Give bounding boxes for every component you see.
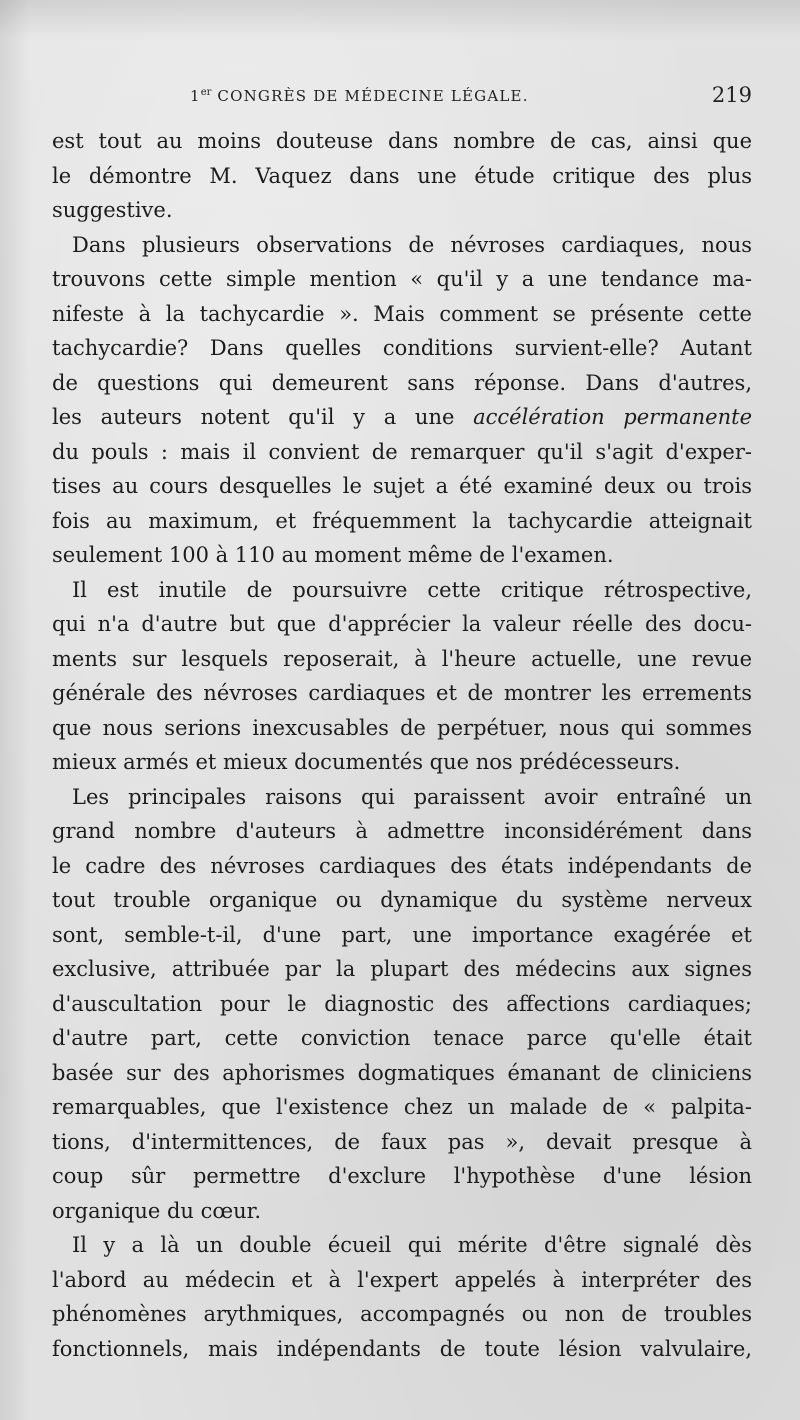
text-line: d'auscultation pour le diagnostic des affections cardiaques; [52, 991, 752, 1016]
text-line: coup sûr permettre d'exclure l'hypothèse d'une lésion [52, 1164, 752, 1188]
italic-phrase: accélération permanente [473, 405, 752, 429]
text-line: Il est inutile de poursuivre cette critique rétrospective, [72, 577, 752, 602]
text-line: remarquables, que l'existence chez un malade de « palpita- [52, 1095, 752, 1119]
text-line: tachycardie? Dans quelles conditions survient-elle? Autant [52, 336, 752, 360]
text-line: trouvons cette simple mention « qu'il y a une tendance ma- [52, 267, 752, 291]
text-segment: les auteurs notent qu'il y a une [52, 405, 455, 429]
text-line: qui n'a d'autre but que d'apprécier la valeur réelle des docu- [52, 612, 752, 636]
text-line: basée sur des aphorismes dogmatiques émanant de cliniciens [52, 1060, 752, 1085]
text-line: que nous serions inexcusables de perpétuer, nous qui sommes [52, 715, 752, 740]
text-line: seulement 100 à 110 au moment même de l'examen. [52, 543, 614, 567]
text-line: grand nombre d'auteurs à admettre inconsidérément dans [52, 819, 752, 843]
text-line: l'abord au médecin et à l'expert appelés à interpréter des [52, 1267, 752, 1292]
text-line: ments sur lesquels reposerait, à l'heure actuelle, une revue [52, 646, 752, 671]
page-header [190, 83, 752, 113]
text-line: est tout au moins douteuse dans nombre de cas, ainsi que [52, 129, 752, 153]
page-shadow-left [0, 0, 30, 1420]
text-line: nifeste à la tachycardie ». Mais comment se présente cette [52, 301, 752, 326]
text-line: Il y a là un double écueil qui mérite d'être signalé dès [72, 1233, 752, 1257]
text-line: Dans plusieurs observations de névroses cardiaques, nous [72, 232, 752, 257]
text-line: sont, semble-t-il, d'une part, une importance exagérée et [52, 922, 752, 947]
text-line: du pouls : mais il convient de remarquer qu'il s'agit d'exper- [52, 439, 752, 464]
text-line: le cadre des névroses cardiaques des états indépendants de [52, 853, 752, 878]
text-line: mieux armés et mieux documentés que nos prédécesseurs. [52, 750, 681, 774]
running-head-ordinal: 1 [190, 87, 201, 105]
text-line: tions, d'intermittences, de faux pas », devait presque à [52, 1129, 752, 1154]
body-text [52, 124, 752, 1366]
text-line [52, 400, 752, 435]
running-head [190, 87, 529, 105]
text-line: générale des névroses cardiaques et de montrer les errements [52, 681, 752, 705]
text-line: organique du cœur. [52, 1198, 262, 1223]
text-line: d'autre part, cette conviction tenace parce qu'elle était [52, 1026, 752, 1050]
text-line: Les principales raisons qui paraissent avoir entraîné un [72, 784, 752, 809]
text-line: tout trouble organique ou dynamique du système nerveux [52, 888, 752, 912]
page-number: 219 [711, 83, 752, 107]
running-head-ordinal-suffix: er [200, 87, 212, 98]
text-line: fois au maximum, et fréquemment la tachycardie atteignait [52, 508, 752, 533]
text-line: tises au cours desquelles le sujet a été examiné deux ou trois [52, 474, 752, 498]
page-shadow-top [0, 0, 800, 40]
text-line: fonctionnels, mais indépendants de toute lésion valvulaire, [52, 1336, 752, 1361]
text-line: de questions qui demeurent sans réponse. Dans d'autres, [52, 370, 752, 395]
text-line: suggestive. [52, 198, 173, 222]
running-head-title: CONGRÈS DE MÉDECINE LÉGALE. [217, 87, 529, 105]
text-line: exclusive, attribuée par la plupart des médecins aux signes [52, 957, 752, 981]
text-line: le démontre M. Vaquez dans une étude critique des plus [52, 163, 752, 188]
text-line: phénomènes arythmiques, accompagnés ou non de troubles [52, 1302, 752, 1326]
